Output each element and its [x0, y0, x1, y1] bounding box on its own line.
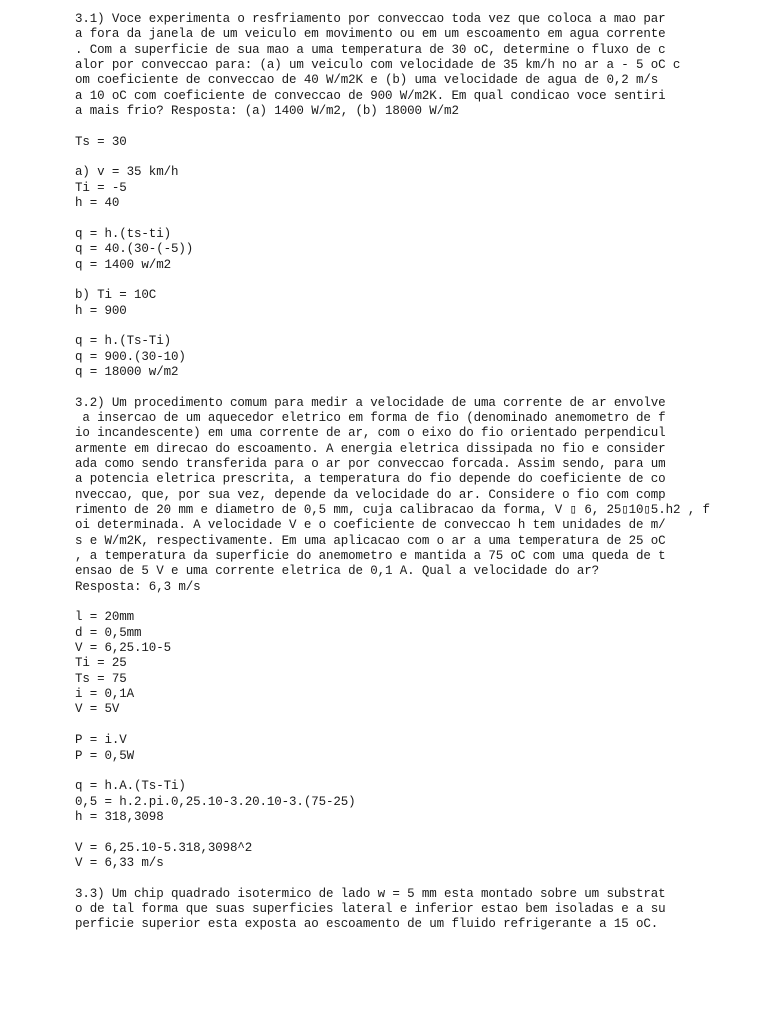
text-line: s e W/m2K, respectivamente. Em uma aplicacao com o ar a uma temperatura de 25 oC — [75, 533, 666, 548]
blank-line — [75, 718, 755, 733]
text-line: om coeficiente de conveccao de 40 W/m2K e (b) uma velocidade de agua de 0,2 m/s — [75, 73, 659, 88]
text-line: a insercao de um aquecedor eletrico em forma de fio (denominado anemometro de f — [75, 410, 666, 425]
text-line: Ti = -5 — [75, 180, 127, 195]
text-line: Ti = 25 — [75, 656, 127, 671]
text-line: a 10 oC com coeficiente de conveccao de 900 W/m2K. Em qual condicao voce sentiri — [75, 88, 666, 103]
text-line: Resposta: 6,3 m/s — [75, 579, 201, 594]
text-line: l = 20mm — [75, 610, 135, 625]
blank-line — [75, 211, 755, 226]
text-line: q = 1400 w/m2 — [75, 257, 171, 272]
text-line: 3.1) Voce experimenta o resfriamento por conveccao toda vez que coloca a mao par — [75, 12, 666, 26]
text-line: b) Ti = 10C — [75, 288, 157, 303]
text-line: h = 40 — [75, 196, 120, 211]
text-line: nveccao, que, por sua vez, depende da velocidade do ar. Considere o fio com comp — [75, 487, 666, 502]
text-line: q = 18000 w/m2 — [75, 364, 179, 379]
text-line: perficie superior esta exposta ao escoamento de um fluido refrigerante a 15 oC. — [75, 917, 659, 932]
blank-line — [75, 595, 755, 610]
blank-line — [75, 764, 755, 779]
text-line: 3.3) Um chip quadrado isotermico de lado w = 5 mm esta montado sobre um substrat — [75, 886, 666, 901]
text-line: ada como sendo transferida para o ar por conveccao forcada. Assim sendo, para um — [75, 456, 666, 471]
text-line: P = 0,5W — [75, 748, 135, 763]
text-line: V = 6,33 m/s — [75, 855, 164, 870]
text-line: alor por conveccao para: (a) um veiculo com velocidade de 35 km/h no ar a - 5 oC c — [75, 58, 681, 73]
text-line: . Com a superficie de sua mao a uma temperatura de 30 oC, determine o fluxo de c — [75, 42, 666, 57]
text-line: q = h.(Ts-Ti) — [75, 334, 171, 349]
text-line: a potencia eletrica prescrita, a temperatura do fio depende do coeficiente de co — [75, 472, 666, 487]
text-line: V = 5V — [75, 702, 120, 717]
blank-line — [75, 871, 755, 886]
text-line: q = 40.(30-(-5)) — [75, 242, 194, 257]
text-line: Ts = 30 — [75, 134, 127, 149]
text-line: q = h.(ts-ti) — [75, 226, 171, 241]
text-line: P = i.V — [75, 733, 127, 748]
document-body — [75, 12, 755, 933]
text-line: d = 0,5mm — [75, 625, 142, 640]
blank-line — [75, 380, 755, 395]
text-line: i = 0,1A — [75, 687, 135, 702]
text-line: , a temperatura da superficie do anemometro e mantida a 75 oC com uma queda de t — [75, 549, 666, 564]
text-line: ensao de 5 V e uma corrente eletrica de 0,1 A. Qual a velocidade do ar? — [75, 564, 600, 579]
text-line: V = 6,25.10-5 — [75, 641, 171, 656]
text-line: V = 6,25.10-5.318,3098^2 — [75, 840, 253, 855]
text-line: Ts = 75 — [75, 671, 127, 686]
blank-line — [75, 825, 755, 840]
text-line: h = 900 — [75, 303, 127, 318]
text-line: armente em direcao do escoamento. A energia eletrica dissipada no fio e consider — [75, 441, 666, 456]
blank-line — [75, 273, 755, 288]
text-line: 3.2) Um procedimento comum para medir a velocidade de uma corrente de ar envolve — [75, 395, 666, 410]
text-line: a) v = 35 km/h — [75, 165, 179, 180]
text-line: a mais frio? Resposta: (a) 1400 W/m2, (b) 18000 W/m2 — [75, 104, 459, 119]
text-line: q = 900.(30-10) — [75, 349, 186, 364]
text-line: rimento de 20 mm e diametro de 0,5 mm, cuja calibracao da forma, V ▯ 6, 25▯10▯5.h2 , f — [75, 503, 710, 517]
text-line: o de tal forma que suas superficies lateral e inferior estao bem isoladas e a su — [75, 901, 666, 916]
text-line: oi determinada. A velocidade V e o coeficiente de conveccao h tem unidades de m/ — [75, 518, 666, 533]
text-line: h = 318,3098 — [75, 809, 164, 824]
text-line: q = h.A.(Ts-Ti) — [75, 779, 186, 794]
text-line: io incandescente) em uma corrente de ar, com o eixo do fio orientado perpendicul — [75, 426, 666, 441]
blank-line — [75, 319, 755, 334]
text-line: a fora da janela de um veiculo em movimento ou em um escoamento em agua corrente — [75, 27, 666, 42]
blank-line — [75, 119, 755, 134]
text-line: 0,5 = h.2.pi.0,25.10-3.20.10-3.(75-25) — [75, 794, 356, 809]
blank-line — [75, 150, 755, 165]
